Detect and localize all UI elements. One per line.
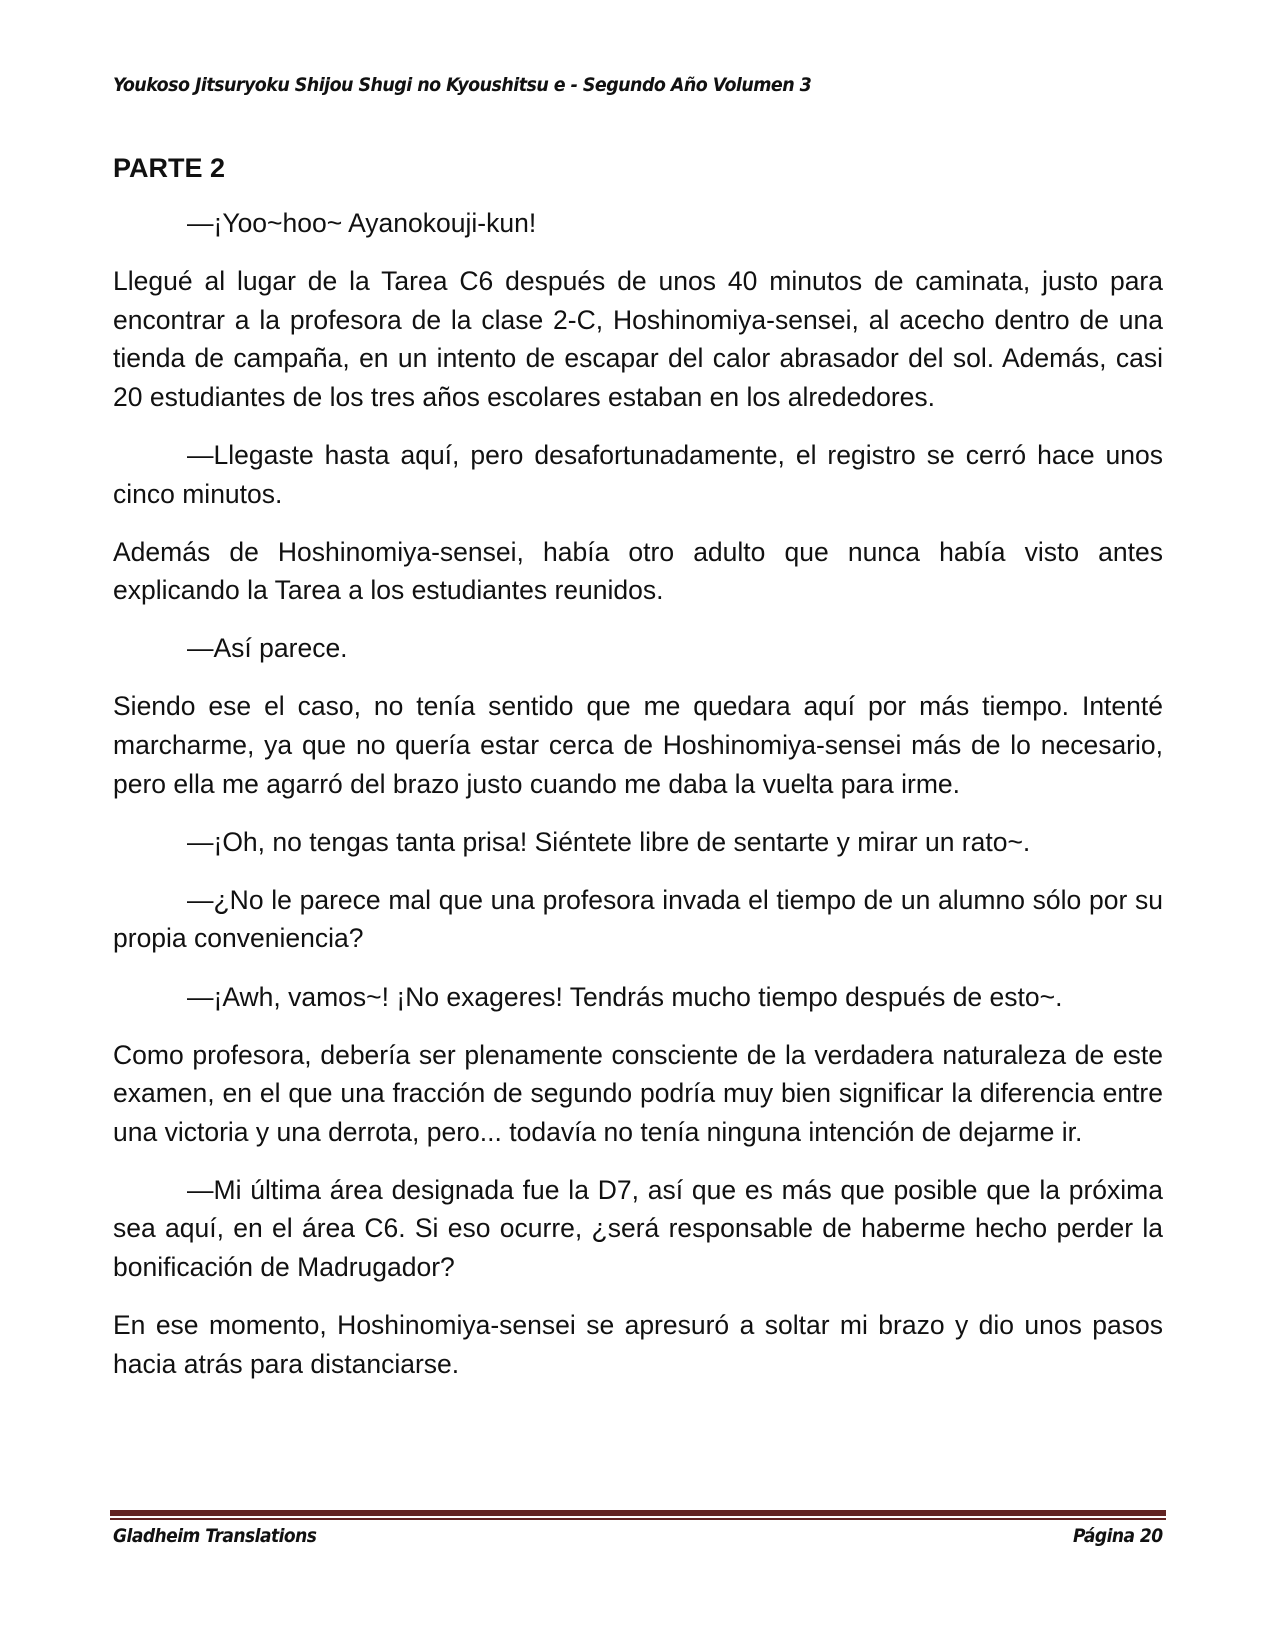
dialogue-paragraph: —¡Awh, vamos~! ¡No exageres! Tendrás mucho tiempo después de esto~. [187, 981, 1063, 1012]
narration-paragraph: Como profesora, debería ser plenamente consciente de la verdadera naturaleza de este examen, en el que una fracción de segundo podría muy bien significar la diferencia entre una victoria y una derrota, pero... todavía no tenía ninguna intención de dejarme ir. [113, 1039, 1163, 1147]
running-header: Youkoso Jitsuryoku Shijou Shugi no Kyoushitsu e - Segundo Año Volumen 3 [113, 74, 812, 96]
dialogue-paragraph: —Así parece. [187, 633, 348, 664]
section-title: PARTE 2 [113, 153, 226, 183]
narration-paragraph: Además de Hoshinomiya-sensei, había otro adulto que nunca había visto antes explicando la Tarea a los estudiantes reunidos. [113, 536, 1163, 606]
page-body [113, 150, 1163, 1403]
footer-translator: Gladheim Translations [113, 1525, 317, 1547]
narration-paragraph: Siendo ese el caso, no tenía sentido que me quedara aquí por más tiempo. Intenté marcharme, ya que no quería estar cerca de Hoshinomiya-sensei más de lo necesario, pero ella me agarró del brazo justo cuando me daba la vuelta para irme. [113, 691, 1163, 799]
dialogue-paragraph: —Llegaste hasta aquí, pero desafortunadamente, el registro se cerró hace unos cinco minutos. [113, 439, 1163, 509]
footer-rule-thin [110, 1518, 1166, 1520]
dialogue-paragraph: —¡Oh, no tengas tanta prisa! Siéntete libre de sentarte y mirar un rato~. [187, 826, 1031, 857]
paragraphs [113, 204, 1163, 1383]
narration-paragraph: En ese momento, Hoshinomiya-sensei se apresuró a soltar mi brazo y dio unos pasos hacia atrás para distanciarse. [113, 1310, 1163, 1379]
footer-rule-thick [110, 1510, 1166, 1516]
dialogue-paragraph: —Mi última área designada fue la D7, así que es más que posible que la próxima sea aquí, en el área C6. Si eso ocurre, ¿será responsable de haberme hecho perder la bonificación de Madrugador? [113, 1174, 1163, 1283]
dialogue-paragraph: —¿No le parece mal que una profesora invada el tiempo de un alumno sólo por su propia conveniencia? [113, 884, 1163, 954]
footer-page-number: Página 20 [1073, 1525, 1163, 1547]
dialogue-paragraph: —¡Yoo~hoo~ Ayanokouji-kun! [187, 208, 537, 238]
narration-paragraph: Llegué al lugar de la Tarea C6 después de unos 40 minutos de caminata, justo para encontrar a la profesora de la clase 2-C, Hoshinomiya-sensei, al acecho dentro de una tienda de campaña, en un intento de escapar del calor abrasador del sol. Además, casi 20 estudiantes de los tres años escolares estaban en los alrededores. [113, 266, 1163, 412]
